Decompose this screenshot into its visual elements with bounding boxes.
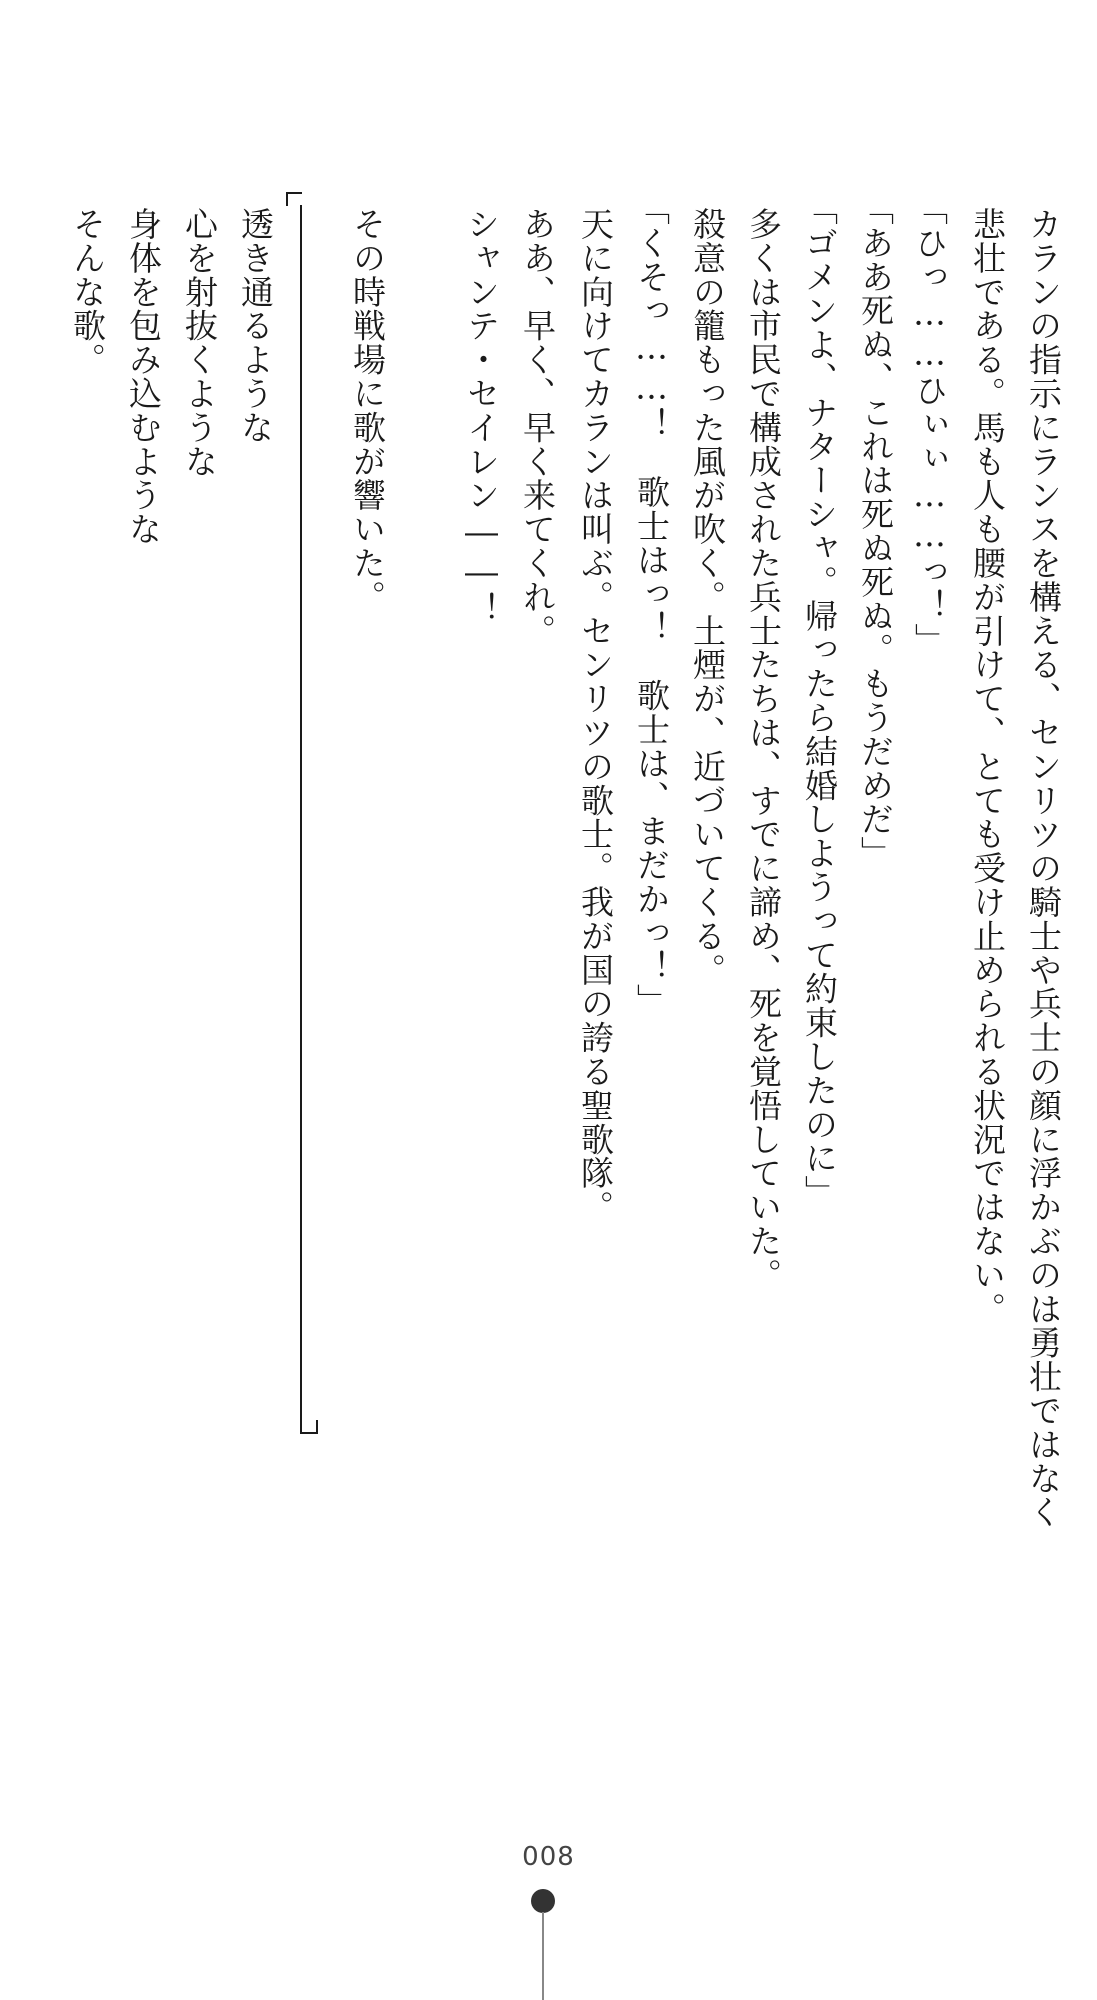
text-column-8: 「くそっ……！ 歌士はっ！ 歌士は、まだかっ！」 [632, 192, 671, 1018]
text-column-11: シャンテ・セイレン――！ [462, 207, 501, 626]
text-column-2: 悲壮である。馬も人も腰が引けて、とても受け止められる状況ではない。 [968, 207, 1007, 1326]
page-marker-dot [531, 1889, 555, 1913]
text-column-3: 「ひっ……ひぃぃ……っ！」 [910, 192, 949, 657]
song-line-4: そんな歌。 [68, 207, 107, 377]
song-close-bracket [300, 1420, 318, 1434]
page-marker-stem [542, 1912, 544, 2000]
song-bracket-rule [300, 205, 302, 1432]
text-column-7: 殺意の籠もった風が吹く。土煙が、近づいてくる。 [688, 207, 727, 987]
song-line-1: 透き通るような [236, 207, 275, 445]
song-line-2: 心を射抜くような [180, 207, 219, 479]
text-column-12: その時戦場に歌が響いた。 [348, 207, 387, 614]
text-column-6: 多くは市民で構成された兵士たちは、すでに諦め、死を覚悟していた。 [744, 207, 783, 1292]
song-line-3: 身体を包み込むような [124, 207, 163, 546]
text-column-1: カランの指示にランスを構える、センリツの騎士や兵士の顔に浮かぶのは勇壮ではなく [1024, 207, 1063, 1530]
text-column-4: 「ああ死ぬ、これは死ぬ死ぬ。もうだめだ」 [856, 192, 895, 870]
text-column-5: 「ゴメンよ、ナターシャ。帰ったら結婚しようって約束したのに」 [800, 192, 839, 1209]
text-column-10: ああ、早く、早く来てくれ。 [518, 207, 557, 648]
page-number: 008 [522, 1842, 575, 1872]
text-column-9: 天に向けてカランは叫ぶ。センリツの歌士。我が国の誇る聖歌隊。 [576, 207, 615, 1224]
